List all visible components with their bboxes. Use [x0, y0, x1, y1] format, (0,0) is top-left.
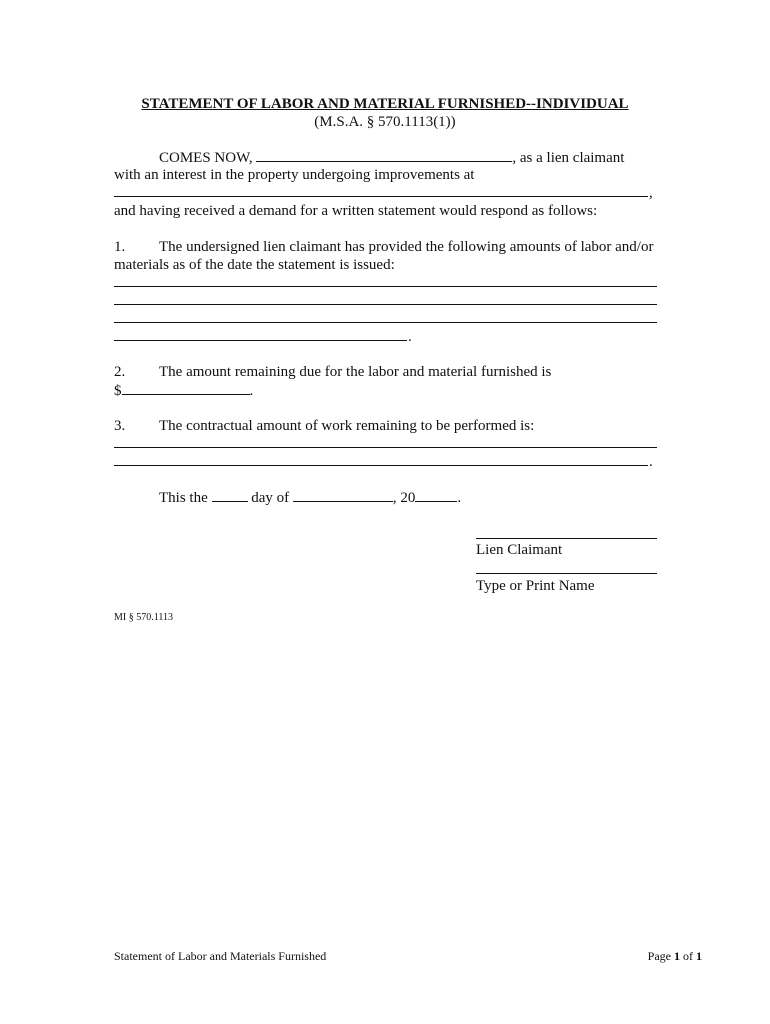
- item-1-blank-line-1[interactable]: [114, 286, 657, 287]
- this-the-text: This the: [159, 490, 208, 506]
- signature-line[interactable]: [476, 538, 657, 539]
- item-3-blank-line-2[interactable]: [114, 465, 648, 466]
- month-blank[interactable]: [293, 488, 393, 502]
- item-3-end-mark: .: [649, 454, 653, 470]
- item-1-text: The undersigned lien claimant has provided the following amounts of labor and/or: [159, 239, 654, 255]
- item-3-text: The contractual amount of work remaining to be performed is:: [159, 418, 535, 434]
- item-3-blank-line-1[interactable]: [114, 447, 657, 448]
- date-line: [159, 488, 461, 507]
- item-1-end-mark: .: [408, 329, 412, 345]
- amount-due-line: [114, 381, 253, 400]
- page-of: of: [683, 949, 693, 963]
- claimant-name-blank[interactable]: [256, 148, 512, 162]
- currency-symbol: $: [114, 383, 122, 399]
- demand-text: and having received a demand for a written statement would respond as follows:: [114, 203, 598, 219]
- lien-claimant-text: , as a lien claimant: [512, 150, 625, 166]
- item-1-number: 1.: [114, 239, 126, 255]
- page-total: 1: [696, 949, 702, 963]
- amount-due-blank[interactable]: [122, 381, 250, 395]
- statute-citation: (M.S.A. § 570.1113(1)): [314, 114, 456, 130]
- printed-name-line[interactable]: [476, 573, 657, 574]
- item-2-number: 2.: [114, 364, 126, 380]
- comes-now-text: COMES NOW,: [159, 150, 253, 166]
- page-number: [648, 949, 702, 963]
- item-1-continuation: materials as of the date the statement is issued:: [114, 257, 395, 273]
- property-address-blank[interactable]: [114, 196, 648, 197]
- page-current: 1: [674, 949, 680, 963]
- property-end-mark: ,: [649, 185, 653, 201]
- footer-document-name: Statement of Labor and Materials Furnished: [114, 949, 327, 963]
- item-1-blank-line-2[interactable]: [114, 304, 657, 305]
- item-1-blank-line-4[interactable]: [114, 340, 407, 341]
- item-2-end-mark: .: [249, 383, 254, 399]
- year-blank[interactable]: [415, 488, 457, 502]
- property-interest-text: with an interest in the property undergoing improvements at: [114, 167, 475, 183]
- comes-now-line: [159, 148, 624, 167]
- lien-claimant-label: Lien Claimant: [476, 542, 563, 558]
- print-name-label: Type or Print Name: [476, 578, 595, 594]
- item-3-number: 3.: [114, 418, 126, 434]
- page-prefix: Page: [647, 949, 671, 963]
- day-blank[interactable]: [212, 488, 248, 502]
- item-2-text: The amount remaining due for the labor and material furnished is: [159, 364, 552, 380]
- statute-reference: MI § 570.1113: [114, 612, 173, 623]
- document-title: STATEMENT OF LABOR AND MATERIAL FURNISHED--INDIVIDUAL: [141, 96, 629, 112]
- date-end-mark: .: [457, 490, 462, 506]
- item-1-blank-line-3[interactable]: [114, 322, 657, 323]
- year-prefix-text: , 20: [392, 490, 416, 506]
- day-of-text: day of: [251, 490, 290, 506]
